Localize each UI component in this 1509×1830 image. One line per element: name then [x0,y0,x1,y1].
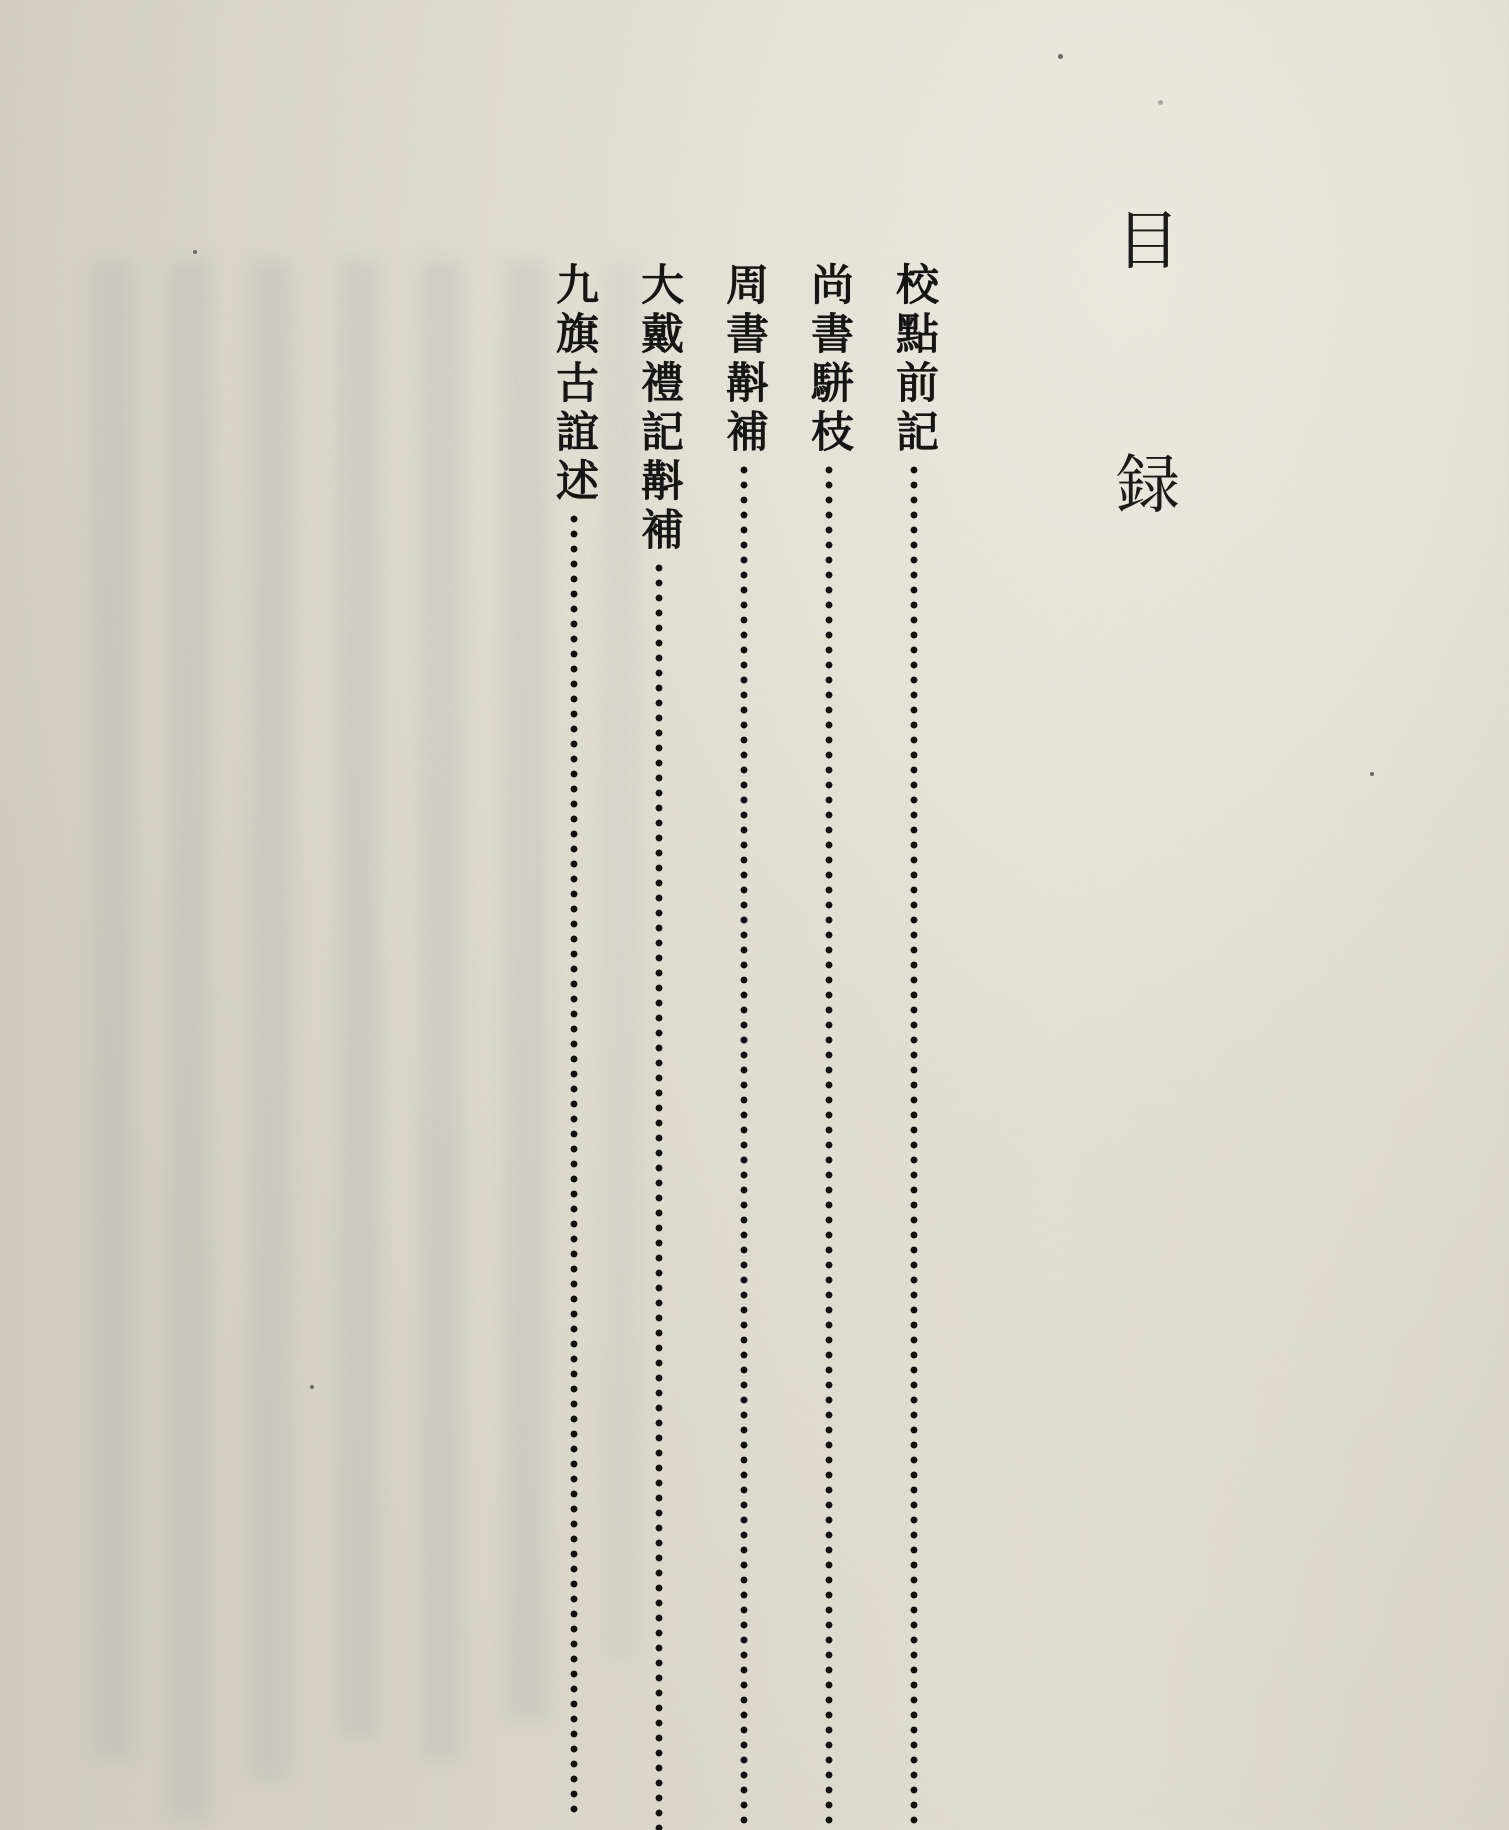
dot-leader [825,466,833,1826]
bleed-through-column [420,260,462,1760]
dot-leader [740,466,748,1826]
bleed-through-column [168,260,210,1820]
title-spacer [1112,274,1184,454]
dot-leader [570,515,578,1815]
toc-entry[interactable] [886,262,942,1826]
toc-entry-label: 周書斠補 [719,262,769,458]
toc-entry-label: 尚書駢枝 [804,262,854,458]
paper-speck [310,1385,314,1389]
toc-entry-label: 大戴禮記斠補 [634,262,684,556]
toc-entry[interactable] [801,262,857,1826]
toc-entry[interactable] [546,262,602,1815]
toc-entry[interactable] [716,262,772,1826]
paper-speck [1370,772,1374,776]
paper-speck [1058,54,1063,59]
toc-entry[interactable] [631,262,687,1830]
paper-speck [193,250,197,254]
toc-entry-label: 校點前記 [889,262,939,458]
page-title [1112,205,1184,523]
bleed-through-column [338,260,380,1740]
dot-leader [910,466,918,1826]
toc-entry-label: 九旗古誼述 [549,262,599,507]
paper-speck [1158,100,1163,105]
bleed-through-column [92,260,134,1760]
title-char-2: 録 [1116,449,1180,523]
bleed-through-column [250,260,292,1780]
dot-leader [655,564,663,1830]
bleed-through-column [505,260,547,1720]
title-char-1: 目 [1116,205,1180,279]
